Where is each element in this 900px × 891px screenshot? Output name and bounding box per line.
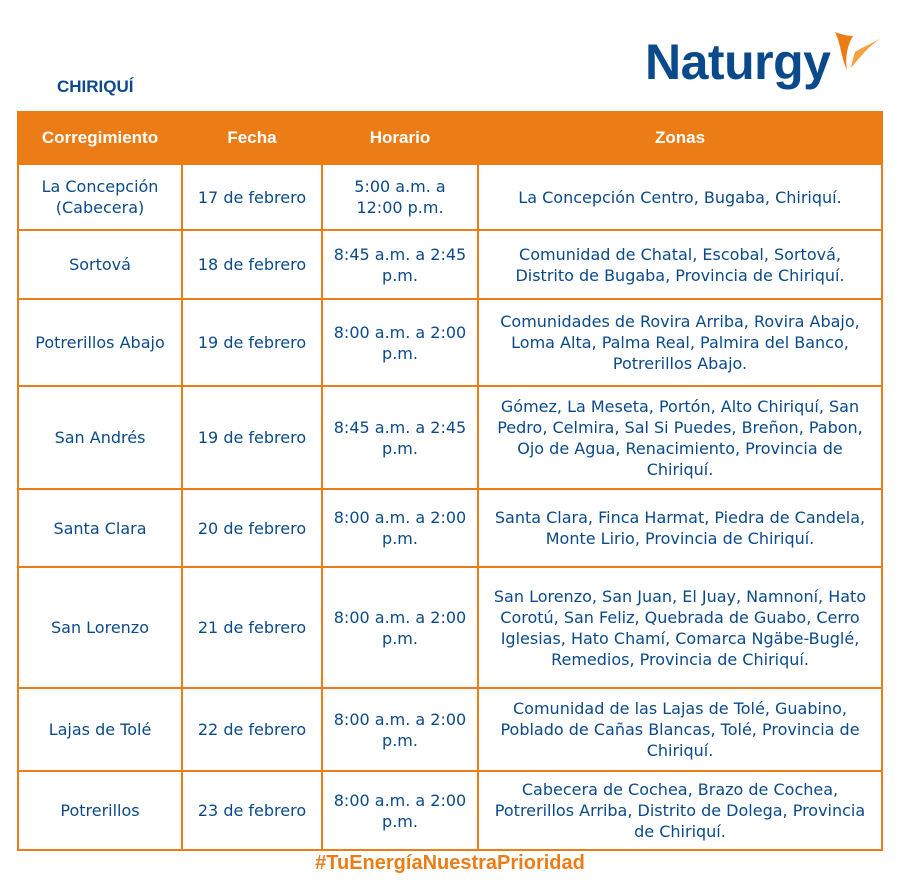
schedule-table	[17, 111, 883, 851]
table-row	[18, 164, 882, 230]
cell-horario: 8:00 a.m. a 2:00 p.m.	[322, 771, 478, 850]
table-row	[18, 299, 882, 386]
cell-horario: 8:00 a.m. a 2:00 p.m.	[322, 299, 478, 386]
butterfly-icon	[831, 24, 883, 76]
naturgy-logo	[645, 24, 885, 94]
table-row	[18, 771, 882, 850]
cell-fecha: 21 de febrero	[182, 567, 322, 688]
cell-horario: 8:00 a.m. a 2:00 p.m.	[322, 489, 478, 567]
cell-horario: 8:45 a.m. a 2:45 p.m.	[322, 230, 478, 299]
cell-fecha: 19 de febrero	[182, 386, 322, 489]
region-title: CHIRIQUÍ	[57, 77, 134, 96]
cell-horario: 5:00 a.m. a 12:00 p.m.	[322, 164, 478, 230]
cell-zonas: Cabecera de Cochea, Brazo de Cochea, Potrerillos Arriba, Distrito de Dolega, Provincia de Chiriquí.	[478, 771, 882, 850]
logo-wordmark: Naturgy	[645, 34, 831, 90]
cell-corregimiento: La Concepción (Cabecera)	[18, 164, 182, 230]
cell-zonas: Comunidades de Rovira Arriba, Rovira Abajo, Loma Alta, Palma Real, Palmira del Banco, Potrerillos Abajo.	[478, 299, 882, 386]
cell-zonas: Comunidad de Chatal, Escobal, Sortová, Distrito de Bugaba, Provincia de Chiriquí.	[478, 230, 882, 299]
cell-zonas: Gómez, La Meseta, Portón, Alto Chiriquí, San Pedro, Celmira, Sal Si Puedes, Breñon, Pabon, Ojo de Agua, Renacimiento, Provincia de Chiriquí.	[478, 386, 882, 489]
cell-fecha: 18 de febrero	[182, 230, 322, 299]
cell-horario: 8:45 a.m. a 2:45 p.m.	[322, 386, 478, 489]
cell-fecha: 17 de febrero	[182, 164, 322, 230]
cell-fecha: 20 de febrero	[182, 489, 322, 567]
table-row	[18, 386, 882, 489]
table-row	[18, 489, 882, 567]
hashtag-footer: #TuEnergíaNuestraPrioridad	[315, 852, 585, 874]
cell-fecha: 19 de febrero	[182, 299, 322, 386]
header-horario: Horario	[322, 112, 478, 164]
cell-corregimiento: Santa Clara	[18, 489, 182, 567]
cell-corregimiento: Sortová	[18, 230, 182, 299]
table-row	[18, 567, 882, 688]
cell-zonas: San Lorenzo, San Juan, El Juay, Namnoní, Hato Corotú, San Feliz, Quebrada de Guabo, Cerro Iglesias, Hato Chamí, Comarca Ngäbe-Buglé, Remedios, Provincia de Chiriquí.	[478, 567, 882, 688]
cell-zonas: Santa Clara, Finca Harmat, Piedra de Candela, Monte Lirio, Provincia de Chiriquí.	[478, 489, 882, 567]
cell-zonas: Comunidad de las Lajas de Tolé, Guabino, Poblado de Cañas Blancas, Tolé, Provincia de Chiriquí.	[478, 688, 882, 771]
table-row	[18, 230, 882, 299]
cell-horario: 8:00 a.m. a 2:00 p.m.	[322, 567, 478, 688]
cell-corregimiento: Lajas de Tolé	[18, 688, 182, 771]
table-row	[18, 688, 882, 771]
cell-corregimiento: San Lorenzo	[18, 567, 182, 688]
header-fecha: Fecha	[182, 112, 322, 164]
table-header-row	[18, 112, 882, 164]
cell-horario: 8:00 a.m. a 2:00 p.m.	[322, 688, 478, 771]
cell-fecha: 22 de febrero	[182, 688, 322, 771]
header-zonas: Zonas	[478, 112, 882, 164]
cell-corregimiento: San Andrés	[18, 386, 182, 489]
header-corregimiento: Corregimiento	[18, 112, 182, 164]
cell-zonas: La Concepción Centro, Bugaba, Chiriquí.	[478, 164, 882, 230]
cell-corregimiento: Potrerillos Abajo	[18, 299, 182, 386]
cell-corregimiento: Potrerillos	[18, 771, 182, 850]
cell-fecha: 23 de febrero	[182, 771, 322, 850]
